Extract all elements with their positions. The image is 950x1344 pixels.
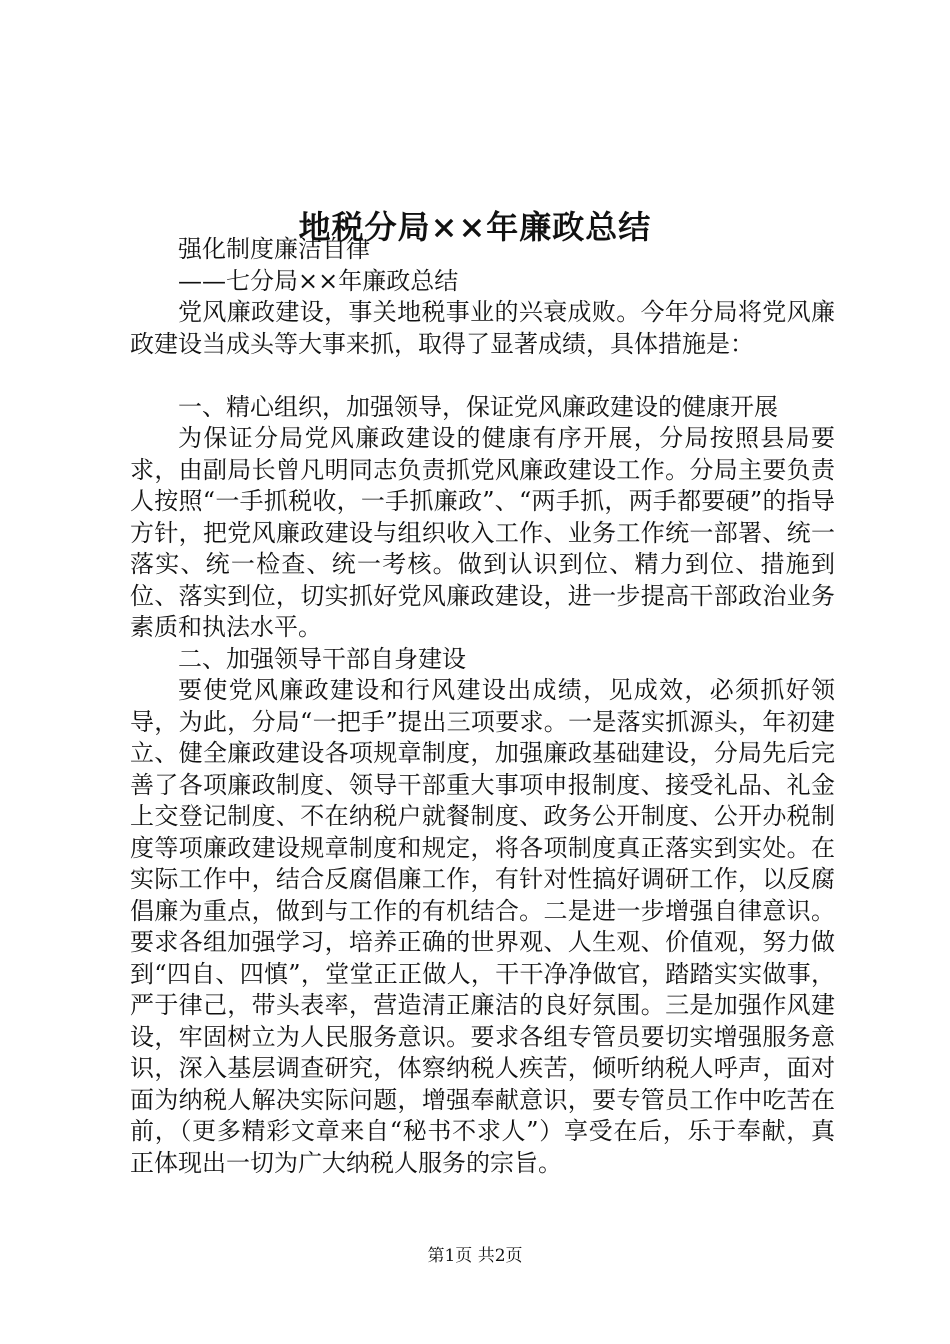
document-body [130,234,835,1179]
page-footer: 第1页 共2页 [427,1246,523,1266]
subtitle-line: 强化制度廉洁自律 [178,235,370,263]
section-paragraph-2: 要使党风廉政建设和行风建设出成绩，见成效，必须抓好领导，为此，分局“一把手”提出三项要求。一是落实抓源头，年初建立、健全廉政建设各项规章制度，加强廉政基础建设，分局先后完善了各项廉政制度、领导干部重大事项申报制度、接受礼品、礼金上交登记制度、不在纳税户就餐制度、政务公开制度、公开办税制度等项廉政建设规章制度和规定，将各项制度真正落实到实处。在实际工作中，结合反腐倡廉工作，有针对性搞好调研工作，以反腐倡廉为重点，做到与工作的有机结合。二是进一步增强自律意识。要求各组加强学习，培养正确的世界观、人生观、价值观，努力做到“四自、四慎”，堂堂正正做人，干干净净做官，踏踏实实做事，严于律己，带头表率，营造清正廉洁的良好氛围。三是加强作风建设，牢固树立为人民服务意识。要求各组专管员要切实增强服务意识，深入基层调查研究，体察纳税人疾苦，倾听纳税人呼声，面对面为纳税人解决实际问题，增强奉献意识，要专管员工作中吃苦在前，（更多精彩文章来自“秘书不求人”）享受在后，乐于奉献，真正体现出一切为广大纳税人服务的宗旨。 [130,676,835,1177]
subtitle-source-line: ——七分局××年廉政总结 [178,266,459,295]
intro-paragraph: 党风廉政建设，事关地税事业的兴衰成败。今年分局将党风廉政建设当成头等大事来抓，取得了显著成绩，具体措施是： [130,298,835,358]
blank-line [130,360,835,392]
document-title: 地税分局××年廉政总结 [298,208,652,247]
section-paragraph-1: 为保证分局党风廉政建设的健康有序开展，分局按照县局要求，由副局长曾凡明同志负责抓党风廉政建设工作。分局主要负责人按照“一手抓税收，一手抓廉政”、“两手抓，两手都要硬”的指导方针，把党风廉政建设与组织收入工作、业务工作统一部署、统一落实、统一检查、统一考核。做到认识到位、精力到位、措施到位、落实到位，切实抓好党风廉政建设，进一步提高干部政治业务素质和执法水平。 [130,424,835,641]
section-heading-1: 一、精心组织，加强领导，保证党风廉政建设的健康开展 [178,392,778,421]
section-heading-2: 二、加强领导干部自身建设 [178,644,466,673]
